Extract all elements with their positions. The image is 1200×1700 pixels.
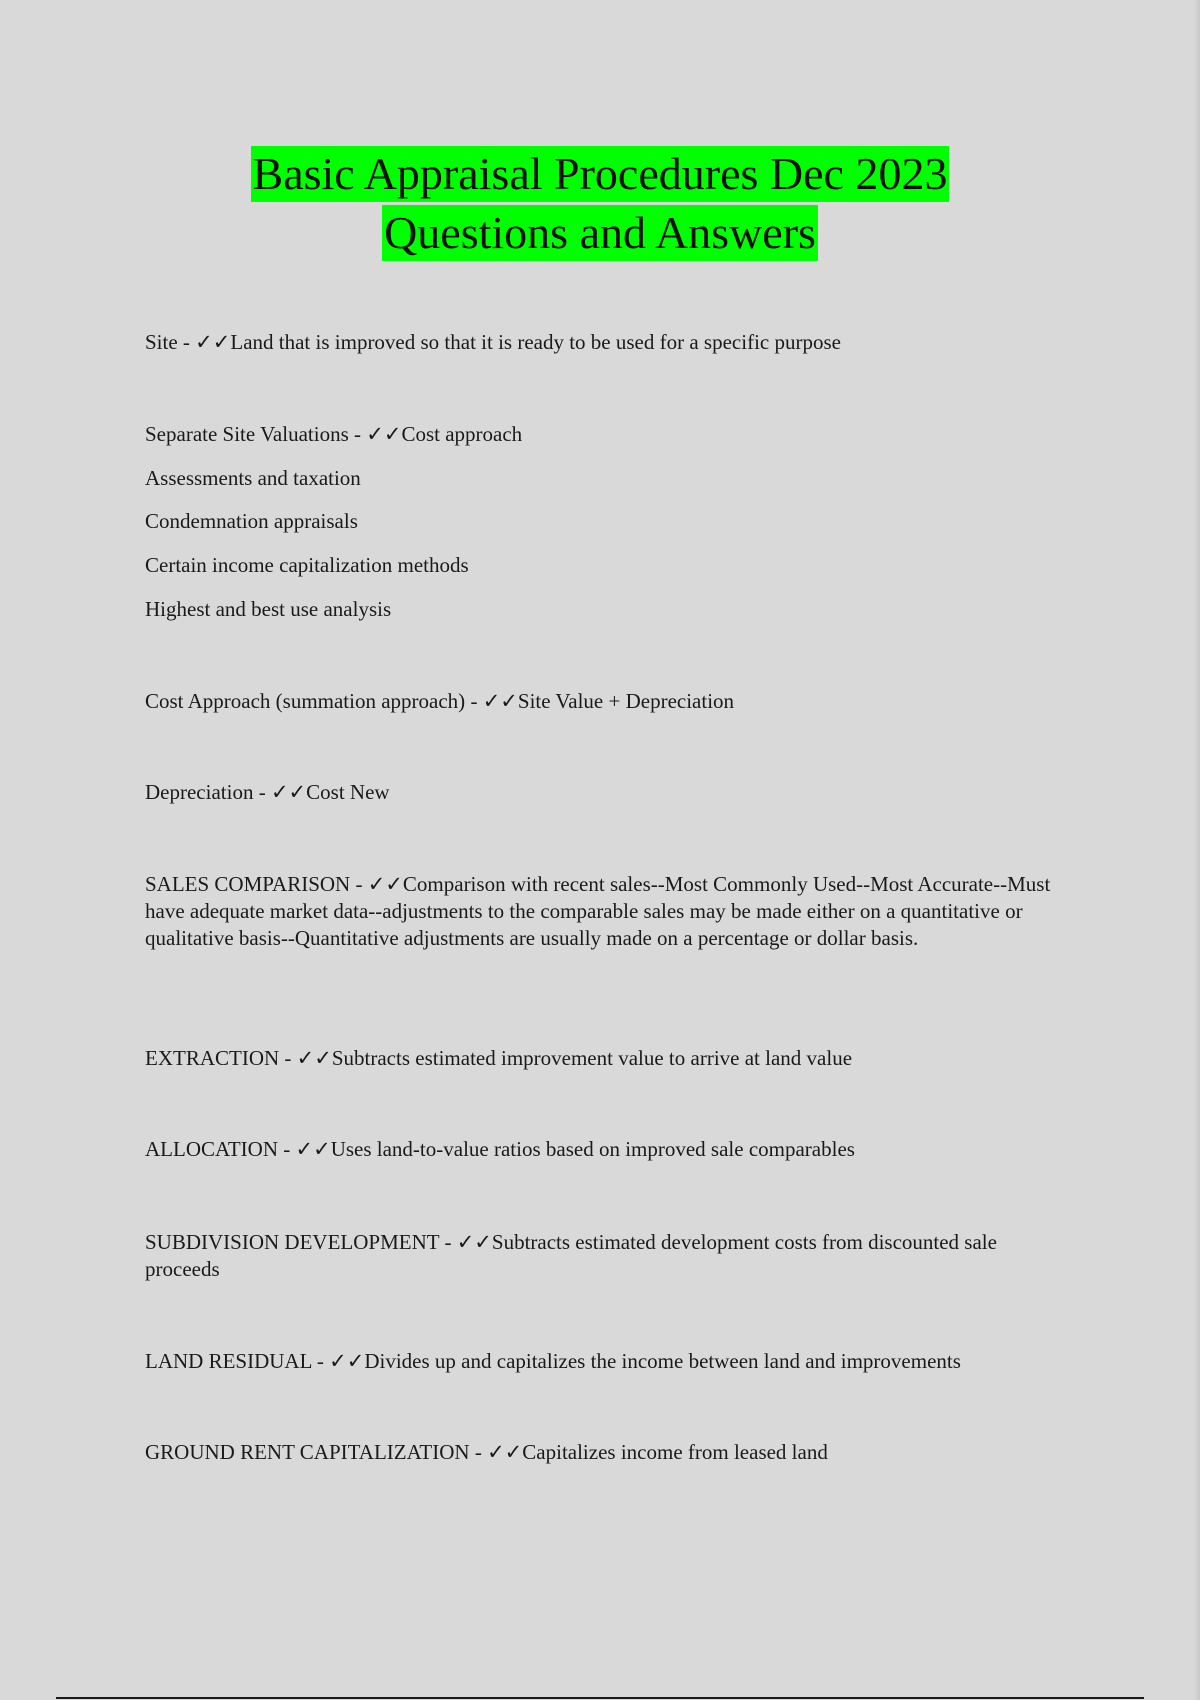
check-mark-icon: ✓✓ (367, 872, 403, 896)
check-mark-icon: ✓✓ (482, 689, 518, 713)
entry-term: Separate Site Valuations (145, 422, 349, 446)
entry-answer: Divides up and capitalizes the income between land and improvements (364, 1349, 961, 1373)
qa-entry-cost-approach (145, 688, 1065, 715)
entry-separator: - (277, 1137, 296, 1161)
list-item: Condemnation appraisals (145, 509, 358, 533)
qa-entry-extraction (145, 1045, 1065, 1072)
entry-separator: - (469, 1440, 488, 1464)
entry-answer: Land that is improved so that it is ready to be used for a specific purpose (230, 330, 841, 354)
check-mark-icon: ✓✓ (366, 422, 402, 446)
title-line-1: Basic Appraisal Procedures Dec 2023 (251, 146, 950, 202)
list-item: Assessments and taxation (145, 466, 361, 490)
check-mark-icon: ✓✓ (296, 1046, 332, 1070)
qa-entry-site (145, 329, 1065, 356)
list-item: Highest and best use analysis (145, 597, 392, 621)
entry-term: Site (145, 330, 178, 354)
qa-entry-sales-comparison (145, 871, 1065, 952)
entry-answer: Cost New (306, 780, 390, 804)
check-mark-icon: ✓✓ (487, 1440, 523, 1464)
entry-term: Cost Approach (summation approach) (145, 689, 466, 713)
entry-term: LAND RESIDUAL (145, 1349, 312, 1373)
entry-answer: Subtracts estimated development costs from discounted sale proceeds (145, 1230, 997, 1281)
qa-entry-allocation (145, 1136, 1065, 1163)
entry-answer: Capitalizes income from leased land (522, 1440, 828, 1464)
check-mark-icon: ✓✓ (195, 330, 231, 354)
qa-entry-depreciation (145, 779, 1065, 806)
qa-entry-land-residual (145, 1348, 1065, 1375)
entry-separator: - (279, 1046, 297, 1070)
entry-term: SUBDIVISION DEVELOPMENT (145, 1230, 440, 1254)
entry-separator: - (177, 330, 196, 354)
entry-answer: Uses land-to-value ratios based on improved sale comparables (330, 1137, 855, 1161)
document-title (0, 146, 1200, 261)
check-mark-icon: ✓✓ (456, 1230, 492, 1254)
entry-answer: Subtracts estimated improvement value to arrive at land value (331, 1046, 853, 1070)
page-edge-shadow (1194, 0, 1200, 1700)
entry-separator: - (348, 422, 367, 446)
entry-answer: Cost approach (401, 422, 523, 446)
qa-entry-separate-site-valuations (145, 421, 1065, 623)
check-mark-icon: ✓✓ (295, 1137, 331, 1161)
check-mark-icon: ✓✓ (270, 780, 307, 804)
entry-separator: - (439, 1230, 457, 1254)
list-item: Certain income capitalization methods (145, 553, 469, 577)
entry-separator: - (465, 689, 483, 713)
entry-term: EXTRACTION (145, 1046, 280, 1070)
qa-entry-ground-rent-capitalization (145, 1439, 1065, 1466)
entry-term: ALLOCATION (145, 1137, 278, 1161)
entry-separator: - (311, 1349, 330, 1373)
entry-separator: - (253, 780, 271, 804)
check-mark-icon: ✓✓ (329, 1349, 365, 1373)
entry-term: Depreciation (145, 780, 254, 804)
title-line-2: Questions and Answers (382, 205, 818, 261)
entry-separator: - (350, 872, 368, 896)
qa-entry-subdivision-development (145, 1229, 1065, 1283)
entry-answer: Site Value + Depreciation (517, 689, 735, 713)
entry-term: GROUND RENT CAPITALIZATION (145, 1440, 470, 1464)
entry-term: SALES COMPARISON (145, 872, 351, 896)
footer-rule (56, 1697, 1144, 1699)
entry-answer: Comparison with recent sales--Most Commonly Used--Most Accurate--Must have adequate market data--adjustments to the comparable sales may be made either on a quantitative or qualitative basis--Quantitative adjustments are usually made on a percentage or dollar basis. (145, 872, 1051, 950)
